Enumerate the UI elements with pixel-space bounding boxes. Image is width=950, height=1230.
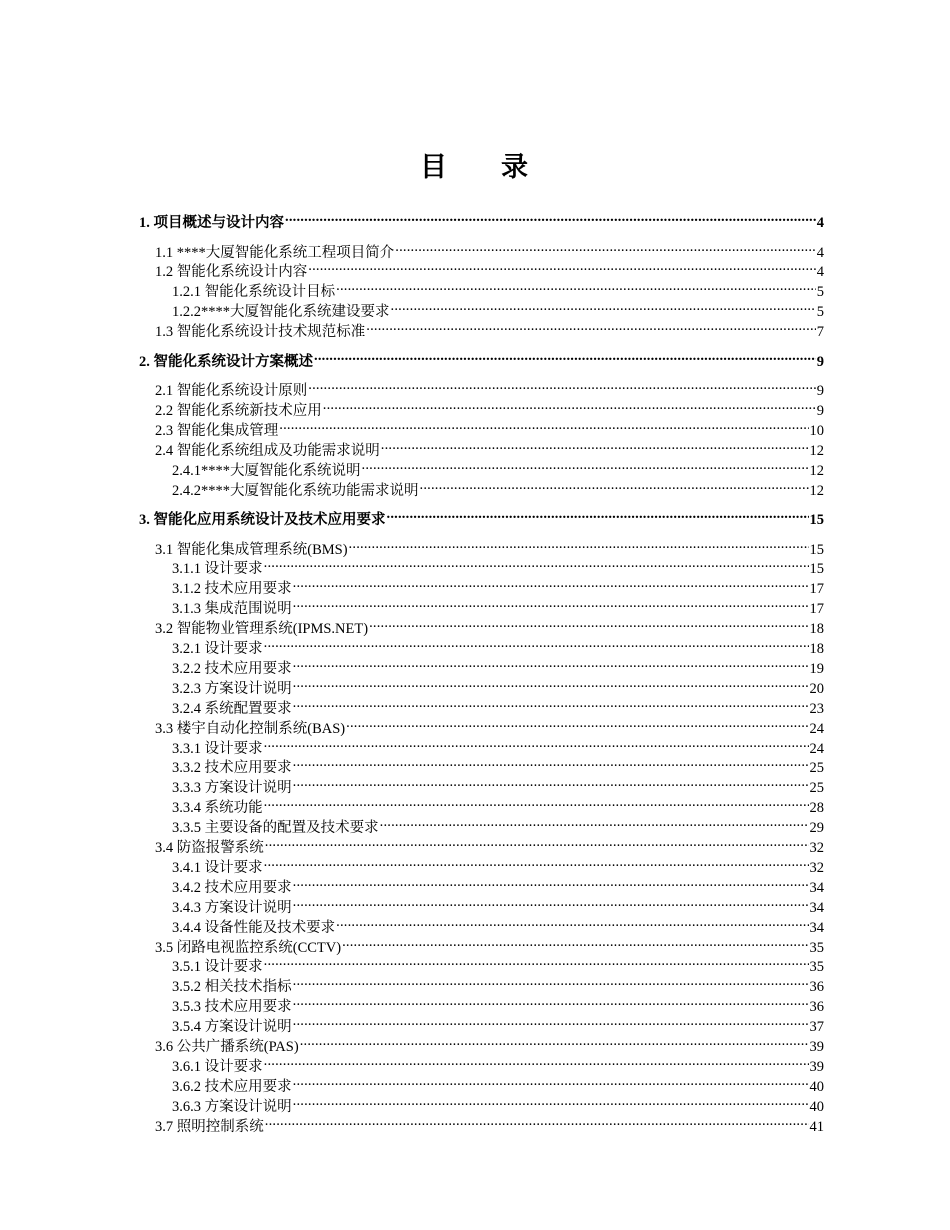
toc-entry-label: 3.2.1 设计要求 xyxy=(172,641,263,657)
toc-entry-label: 3.4.3 方案设计说明 xyxy=(172,900,292,916)
toc-entry-label: 2. 智能化系统设计方案概述 xyxy=(139,354,313,370)
toc-entry-label: 3.1 智能化集成管理系统(BMS) xyxy=(155,542,348,558)
toc-dot-leader xyxy=(292,573,809,593)
toc-dot-leader xyxy=(379,812,809,832)
toc-entry[interactable] xyxy=(172,892,824,916)
toc-entry[interactable] xyxy=(155,415,824,439)
toc-dot-leader xyxy=(365,316,816,336)
toc-entry[interactable] xyxy=(172,455,824,479)
toc-entry-page-number: 20 xyxy=(809,681,824,697)
toc-entry-label: 3.6.1 设计要求 xyxy=(172,1059,263,1075)
toc-dot-leader xyxy=(390,296,816,316)
toc-entry-label: 3.1.1 设计要求 xyxy=(172,561,263,577)
toc-entry-label: 1.1 ****大厦智能化系统工程项目简介 xyxy=(155,245,395,261)
toc-entry-page-number: 19 xyxy=(809,661,824,677)
toc-dot-leader xyxy=(419,475,809,495)
toc-entry-page-number: 5 xyxy=(816,284,824,300)
toc-entry-label: 2.3 智能化集成管理 xyxy=(155,423,279,439)
toc-dot-leader xyxy=(292,892,809,912)
toc-entry[interactable] xyxy=(155,613,824,637)
toc-entry-page-number: 9 xyxy=(816,383,824,399)
toc-title xyxy=(0,147,950,187)
toc-entry-label: 3.2.2 技术应用要求 xyxy=(172,661,292,677)
toc-entry-page-number: 40 xyxy=(809,1079,824,1095)
toc-entry[interactable] xyxy=(172,553,824,577)
toc-entry[interactable] xyxy=(155,375,824,399)
toc-dot-leader xyxy=(345,713,808,733)
toc-dot-leader xyxy=(292,673,809,693)
toc-entry-page-number: 12 xyxy=(809,483,824,499)
toc-entry[interactable] xyxy=(172,792,824,816)
toc-dot-leader xyxy=(263,792,809,812)
toc-entry-page-number: 36 xyxy=(809,999,824,1015)
toc-entry-page-number: 12 xyxy=(809,443,824,459)
toc-dot-leader xyxy=(292,971,809,991)
toc-dot-leader xyxy=(292,872,809,892)
toc-entry-page-number: 32 xyxy=(809,860,824,876)
toc-entry-label: 3.1.2 技术应用要求 xyxy=(172,581,292,597)
toc-entry[interactable] xyxy=(155,1031,824,1055)
toc-entry-label: 3.3.3 方案设计说明 xyxy=(172,780,292,796)
toc-entry-label: 3.3.1 设计要求 xyxy=(172,741,263,757)
toc-entry[interactable] xyxy=(155,932,824,956)
toc-dot-leader xyxy=(263,733,809,753)
toc-entry[interactable] xyxy=(155,435,824,459)
toc-entry-page-number: 15 xyxy=(809,561,824,577)
toc-title-right: 录 xyxy=(501,152,530,182)
toc-dot-leader xyxy=(341,932,808,952)
toc-entry-page-number: 4 xyxy=(816,264,824,280)
toc-entry-label: 3.4 防盗报警系统 xyxy=(155,840,264,856)
toc-entry-page-number: 32 xyxy=(809,840,824,856)
toc-dot-leader xyxy=(263,852,809,872)
toc-dot-leader xyxy=(394,237,816,257)
toc-entry-page-number: 17 xyxy=(809,581,824,597)
toc-entry-page-number: 40 xyxy=(809,1099,824,1115)
toc-dot-leader xyxy=(348,534,809,554)
toc-entry-label: 2.2 智能化系统新技术应用 xyxy=(155,403,322,419)
toc-dot-leader xyxy=(380,435,809,455)
toc-entry[interactable] xyxy=(172,1051,824,1075)
toc-entry-label: 2.4.2****大厦智能化系统功能需求说明 xyxy=(172,483,419,499)
toc-dot-leader xyxy=(335,276,816,296)
toc-entry-page-number: 25 xyxy=(809,760,824,776)
toc-entry-label: 2.4.1****大厦智能化系统说明 xyxy=(172,463,361,479)
toc-dot-leader xyxy=(361,455,809,475)
toc-entry-label: 3.2.4 系统配置要求 xyxy=(172,701,292,717)
toc-entry[interactable] xyxy=(172,733,824,757)
toc-entry-label: 3.4.4 设备性能及技术要求 xyxy=(172,920,336,936)
toc-entry-label: 1.2.2****大厦智能化系统建设要求 xyxy=(172,304,390,320)
toc-entry[interactable] xyxy=(172,852,824,876)
toc-dot-leader xyxy=(292,772,809,792)
toc-entry[interactable] xyxy=(172,1071,824,1095)
toc-entry[interactable] xyxy=(172,633,824,657)
toc-entry[interactable] xyxy=(172,951,824,975)
toc-entry-label: 3.5.2 相关技术指标 xyxy=(172,979,292,995)
toc-entry-page-number: 39 xyxy=(809,1059,824,1075)
toc-entry-page-number: 10 xyxy=(809,423,824,439)
toc-dot-leader xyxy=(292,593,809,613)
toc-entry-page-number: 18 xyxy=(809,641,824,657)
toc-entry-label: 1.2 智能化系统设计内容 xyxy=(155,264,308,280)
toc-entry-page-number: 15 xyxy=(809,512,824,528)
toc-entry-page-number: 24 xyxy=(809,721,824,737)
toc-entry-page-number: 34 xyxy=(809,900,824,916)
toc-dot-leader xyxy=(322,395,816,415)
toc-dot-leader xyxy=(263,1051,809,1071)
toc-entry[interactable] xyxy=(155,395,824,419)
toc-entry-label: 3.3 楼宇自动化控制系统(BAS) xyxy=(155,721,346,737)
toc-dot-leader xyxy=(292,1071,809,1091)
toc-entry[interactable] xyxy=(172,653,824,677)
toc-entry-page-number: 15 xyxy=(809,542,824,558)
toc-dot-leader xyxy=(263,951,809,971)
toc-entry-page-number: 7 xyxy=(816,324,824,340)
toc-entry[interactable] xyxy=(172,475,824,499)
toc-entry-label: 3.6.2 技术应用要求 xyxy=(172,1079,292,1095)
toc-entry[interactable] xyxy=(172,276,824,300)
toc-entry-label: 3.5.3 技术应用要求 xyxy=(172,999,292,1015)
toc-entry[interactable] xyxy=(172,1011,824,1035)
toc-entry-page-number: 12 xyxy=(809,463,824,479)
toc-entry-label: 1. 项目概述与设计内容 xyxy=(139,215,284,231)
toc-dot-leader xyxy=(263,553,809,573)
toc-dot-leader xyxy=(335,912,808,932)
toc-entry[interactable] xyxy=(155,713,824,737)
toc-entry-label: 3.3.4 系统功能 xyxy=(172,800,263,816)
toc-entry[interactable] xyxy=(155,832,824,856)
toc-entry[interactable] xyxy=(155,237,824,261)
toc-entry-label: 1.2.1 智能化系统设计目标 xyxy=(172,284,336,300)
toc-entry-page-number: 29 xyxy=(809,820,824,836)
toc-entry-label: 3.3.5 主要设备的配置及技术要求 xyxy=(172,820,379,836)
toc-entry[interactable] xyxy=(139,346,824,370)
toc-entry-label: 3.5 闭路电视监控系统(CCTV) xyxy=(155,940,342,956)
toc-entry-page-number: 5 xyxy=(816,304,824,320)
toc-entry-label: 3.1.3 集成范围说明 xyxy=(172,601,292,617)
toc-entry-label: 2.4 智能化系统组成及功能需求说明 xyxy=(155,443,380,459)
toc-dot-leader xyxy=(292,991,809,1011)
toc-dot-leader xyxy=(368,613,808,633)
toc-entry-page-number: 41 xyxy=(809,1119,824,1135)
toc-entry-page-number: 23 xyxy=(809,701,824,717)
toc-dot-leader xyxy=(307,256,816,276)
toc-dot-leader xyxy=(278,415,808,435)
toc-entry[interactable] xyxy=(155,534,824,558)
toc-dot-leader xyxy=(292,1011,809,1031)
toc-entry-label: 3.4.2 技术应用要求 xyxy=(172,880,292,896)
toc-entry-label: 3.7 照明控制系统 xyxy=(155,1119,264,1135)
toc-entry[interactable] xyxy=(172,1091,824,1115)
toc-entry-label: 3.5.1 设计要求 xyxy=(172,959,263,975)
toc-dot-leader xyxy=(284,207,816,227)
toc-title-left: 目 xyxy=(420,152,449,182)
toc-dot-leader xyxy=(292,752,809,772)
toc-entry-label: 3.6.3 方案设计说明 xyxy=(172,1099,292,1115)
toc-entry-page-number: 9 xyxy=(816,403,824,419)
toc-entry[interactable] xyxy=(139,504,824,528)
toc-dot-leader xyxy=(263,633,809,653)
toc-entry-label: 1.3 智能化系统设计技术规范标准 xyxy=(155,324,366,340)
toc-dot-leader xyxy=(264,832,809,852)
toc-dot-leader xyxy=(307,375,816,395)
toc-entry-page-number: 34 xyxy=(809,920,824,936)
toc-entry-label: 3.2 智能物业管理系统(IPMS.NET) xyxy=(155,621,369,637)
toc-entry-page-number: 9 xyxy=(816,354,824,370)
toc-entry-page-number: 36 xyxy=(809,979,824,995)
toc-dot-leader xyxy=(313,346,816,366)
toc-entry[interactable] xyxy=(139,207,824,231)
toc-entry-page-number: 34 xyxy=(809,880,824,896)
toc-entry-label: 3. 智能化应用系统设计及技术应用要求 xyxy=(139,512,386,528)
toc-entry[interactable] xyxy=(172,812,824,836)
toc-entry-label: 3.3.2 技术应用要求 xyxy=(172,760,292,776)
toc-dot-leader xyxy=(386,504,809,524)
toc-entry-page-number: 39 xyxy=(809,1039,824,1055)
toc-entry[interactable] xyxy=(172,752,824,776)
toc-entry-page-number: 25 xyxy=(809,780,824,796)
toc-entry[interactable] xyxy=(172,693,824,717)
toc-dot-leader xyxy=(292,693,809,713)
toc-entry[interactable] xyxy=(155,1111,824,1135)
toc-entry-label: 3.5.4 方案设计说明 xyxy=(172,1019,292,1035)
toc-entry-page-number: 37 xyxy=(809,1019,824,1035)
toc-entry-label: 3.4.1 设计要求 xyxy=(172,860,263,876)
toc-entry[interactable] xyxy=(172,593,824,617)
toc-entry-page-number: 35 xyxy=(809,959,824,975)
toc-entry[interactable] xyxy=(172,573,824,597)
toc-entry-page-number: 4 xyxy=(816,245,824,261)
toc-entry[interactable] xyxy=(172,673,824,697)
toc-entry[interactable] xyxy=(172,991,824,1015)
toc-entry-label: 2.1 智能化系统设计原则 xyxy=(155,383,308,399)
toc-entry[interactable] xyxy=(172,912,824,936)
toc-entry-page-number: 28 xyxy=(809,800,824,816)
toc-entry-page-number: 17 xyxy=(809,601,824,617)
toc-dot-leader xyxy=(299,1031,809,1051)
toc-entry[interactable] xyxy=(172,971,824,995)
toc-entry-page-number: 18 xyxy=(809,621,824,637)
toc-entry[interactable] xyxy=(155,256,824,280)
toc-entry[interactable] xyxy=(172,296,824,320)
toc-entry-page-number: 4 xyxy=(816,215,824,231)
toc-entry-label: 3.2.3 方案设计说明 xyxy=(172,681,292,697)
toc-dot-leader xyxy=(264,1111,809,1131)
toc-dot-leader xyxy=(292,653,809,673)
toc-dot-leader xyxy=(292,1091,809,1111)
toc-entry[interactable] xyxy=(172,772,824,796)
toc-entry-page-number: 24 xyxy=(809,741,824,757)
toc-entry-label: 3.6 公共广播系统(PAS) xyxy=(155,1039,299,1055)
toc-entry[interactable] xyxy=(155,316,824,340)
toc-entry[interactable] xyxy=(172,872,824,896)
toc-entry-page-number: 35 xyxy=(809,940,824,956)
